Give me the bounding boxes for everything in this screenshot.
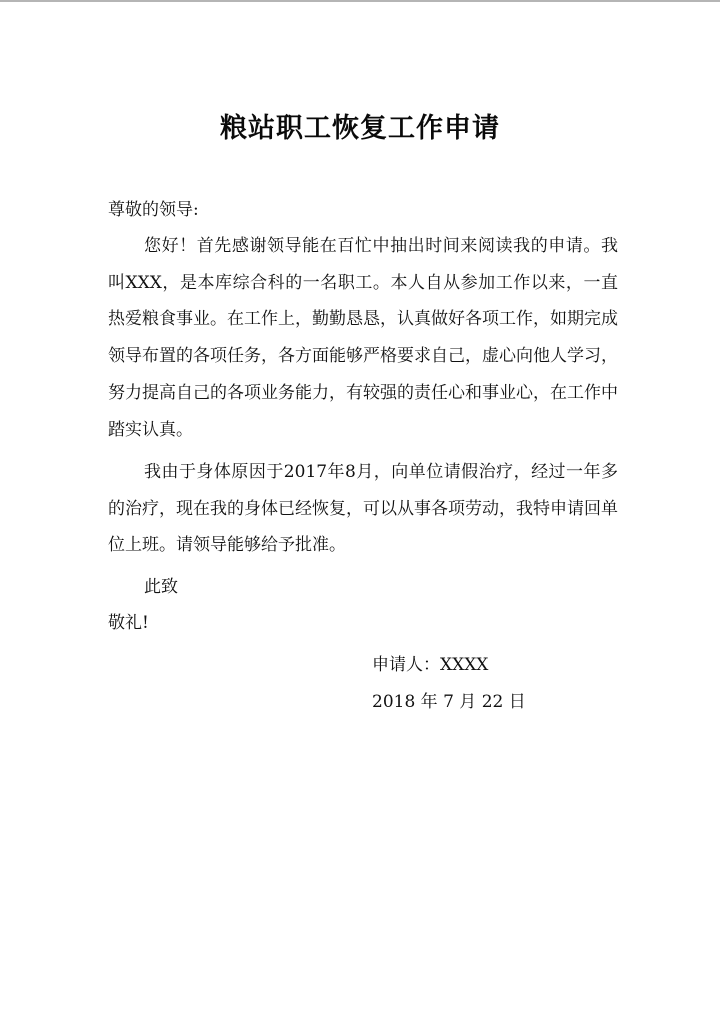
document-title: 粮站职工恢复工作申请 <box>220 113 500 144</box>
closing-line-1: 此致 <box>144 577 178 597</box>
body-paragraph-2: 我由于身体原因于2017年8月，向单位请假治疗，经过一年多的治疗，现在我的身体已经恢复，可以从事各项劳动，我特申请回单位上班。请领导能够给予批准。 <box>108 462 618 556</box>
signature-applicant: 申请人：XXXX <box>372 655 489 675</box>
body-paragraph-1: 您好！首先感谢领导能在百忙中抽出时间来阅读我的申请。我叫XXX，是本库综合科的一名职工。本人自从参加工作以来，一直热爱粮食事业。在工作上，勤勤恳恳，认真做好各项工作，如期完成领导布置的各项任务，各方面能够严格要求自己，虚心向他人学习，努力提高自己的各项业务能力，有较强的责任心和事业心，在工作中踏实认真。 <box>108 236 618 440</box>
closing-line-2: 敬礼! <box>108 613 149 633</box>
signature-date: 2018 年 7 月 22 日 <box>372 692 526 712</box>
salutation: 尊敬的领导: <box>108 200 199 220</box>
document-page <box>0 2 720 1020</box>
